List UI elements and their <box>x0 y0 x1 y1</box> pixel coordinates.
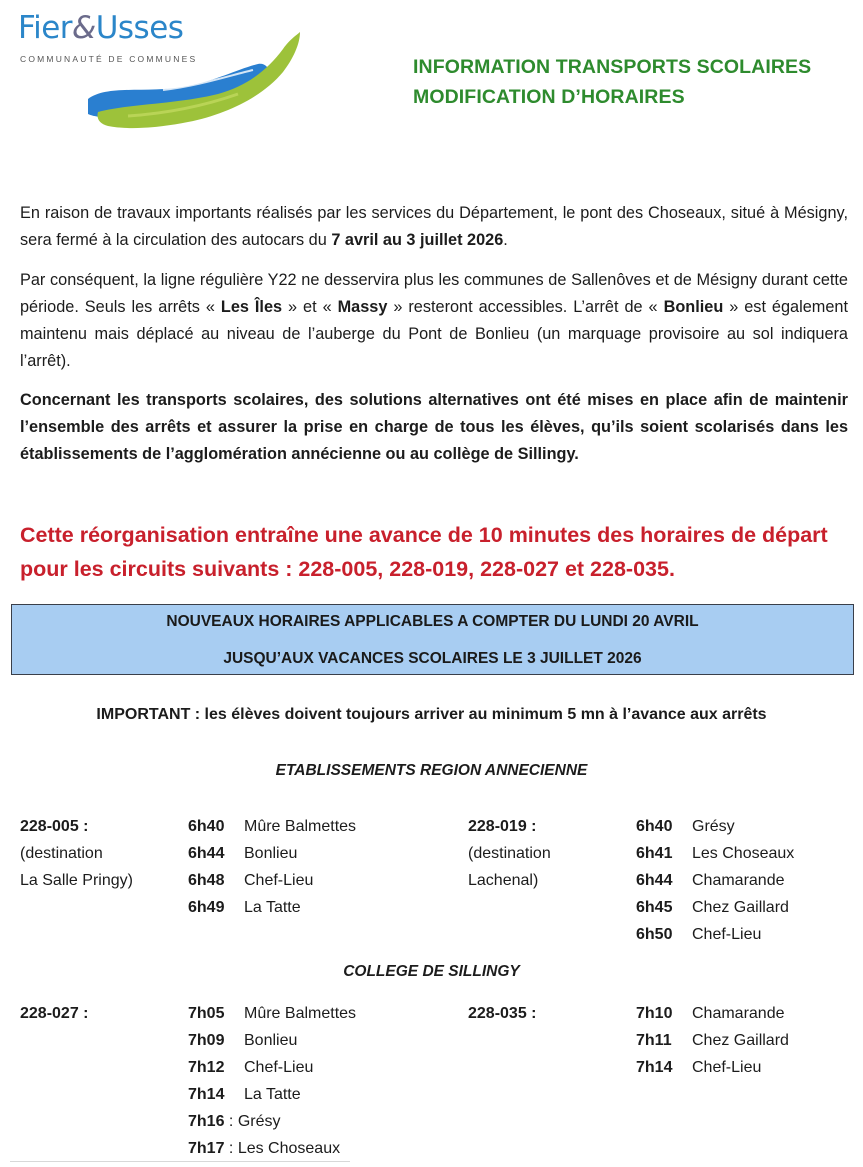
stop-les-iles: Les Îles <box>220 298 283 316</box>
list-item: 6h41 Les Choseaux <box>636 845 795 862</box>
logo-subtitle: COMMUNAUTÉ DE COMMUNES <box>20 54 198 64</box>
important-notice: IMPORTANT : les élèves doivent toujours arriver au minimum 5 mn à l’avance aux arrêts <box>96 706 767 723</box>
list-item: 7h05 Mûre Balmettes <box>188 1005 357 1022</box>
closure-dates: 7 avril au 3 juillet 2026 <box>331 231 504 249</box>
document-title <box>413 52 811 112</box>
circuit-code: 228-027 : <box>20 1005 89 1022</box>
list-item: 7h14 Chef-Lieu <box>636 1059 762 1076</box>
circuit-destination: La Salle Pringy) <box>20 872 133 889</box>
circuit-destination: (destination <box>20 845 103 862</box>
list-item: 6h48 Chef-Lieu <box>188 872 314 889</box>
school-transport-paragraph: Concernant les transports scolaires, des solutions alternatives ont été mises en place afin de maintenir l’ensemble des arrêts et assurer la prise en charge de tous les élèves, qu’ils soient scolarisés dans les établissements de l’agglomération annécienne ou au collège de Sillingy. <box>20 391 848 463</box>
title-line-2: MODIFICATION D’HORAIRES <box>413 86 685 108</box>
list-item: 7h12 Chef-Lieu <box>188 1059 314 1076</box>
stop-list <box>188 813 356 921</box>
fier-usses-logo <box>18 10 298 140</box>
divider <box>10 1161 350 1162</box>
circuit-label <box>468 813 628 894</box>
list-item: 6h50 Chef-Lieu <box>636 926 762 943</box>
intro-paragraph: En raison de travaux importants réalisés par les services du Département, le pont des Choseaux, situé à Mésigny, sera fermé à la circulation des autocars du 7 avril au 3 juillet 2026. <box>20 204 848 249</box>
list-item: 7h09 Bonlieu <box>188 1032 298 1049</box>
line-y22-paragraph: Par conséquent, la ligne régulière Y22 ne desservira plus les communes de Sallenôves et de Mésigny durant cette période. Seuls les arrêts « Les Îles » et « Massy » resteront accessibles. L’arrêt de « Bonlieu » est également maintenu mais déplacé au niveau de l’auberge du Pont de Bonlieu (un marquage provisoire au sol indiquera l’arrêt). <box>20 271 848 370</box>
stop-list <box>636 1000 789 1081</box>
stop-list <box>636 813 794 948</box>
circuit-code: 228-005 : <box>20 818 89 835</box>
stop-massy: Massy <box>337 298 388 316</box>
logo-wordmark: Fier&Usses <box>18 10 184 46</box>
list-item: 7h14 La Tatte <box>188 1086 301 1103</box>
stop-bonlieu: Bonlieu <box>663 298 724 316</box>
circuit-destination: (destination <box>468 845 551 862</box>
list-item: 6h40 Grésy <box>636 818 735 835</box>
circuit-destination: Lachenal) <box>468 872 539 889</box>
list-item: 6h49 La Tatte <box>188 899 301 916</box>
circuit-code: 228-035 : <box>468 1005 537 1022</box>
schedule-change-alert: Cette réorganisation entraîne une avance de 10 minutes des horaires de départ pour les circuits suivants : 228-005, 228-019, 228-027 et 228-035. <box>20 523 828 581</box>
list-item: 7h10 Chamarande <box>636 1005 785 1022</box>
title-line-1: INFORMATION TRANSPORTS SCOLAIRES <box>413 56 812 78</box>
list-item: 7h17 : Les Choseaux <box>188 1140 341 1157</box>
list-item: 7h16 : Grésy <box>188 1113 281 1130</box>
list-item: 6h44 Bonlieu <box>188 845 298 862</box>
section-title-sillingy: COLLEGE DE SILLINGY <box>343 963 520 980</box>
list-item: 6h40 Mûre Balmettes <box>188 818 357 835</box>
circuit-label <box>20 1000 180 1027</box>
new-schedule-banner <box>11 604 854 675</box>
circuit-label <box>20 813 180 894</box>
list-item: 7h11 Chez Gaillard <box>636 1032 789 1049</box>
banner-line-1: NOUVEAUX HORAIRES APPLICABLES A COMPTER DU LUNDI 20 AVRIL <box>166 613 699 630</box>
circuit-label <box>468 1000 628 1027</box>
section-title-annecy: ETABLISSEMENTS REGION ANNECIENNE <box>275 762 588 779</box>
stop-list <box>188 1000 356 1162</box>
circuit-code: 228-019 : <box>468 818 537 835</box>
banner-line-2: JUSQU’AUX VACANCES SCOLAIRES LE 3 JUILLET 2026 <box>223 650 642 667</box>
list-item: 6h45 Chez Gaillard <box>636 899 789 916</box>
list-item: 6h44 Chamarande <box>636 872 785 889</box>
